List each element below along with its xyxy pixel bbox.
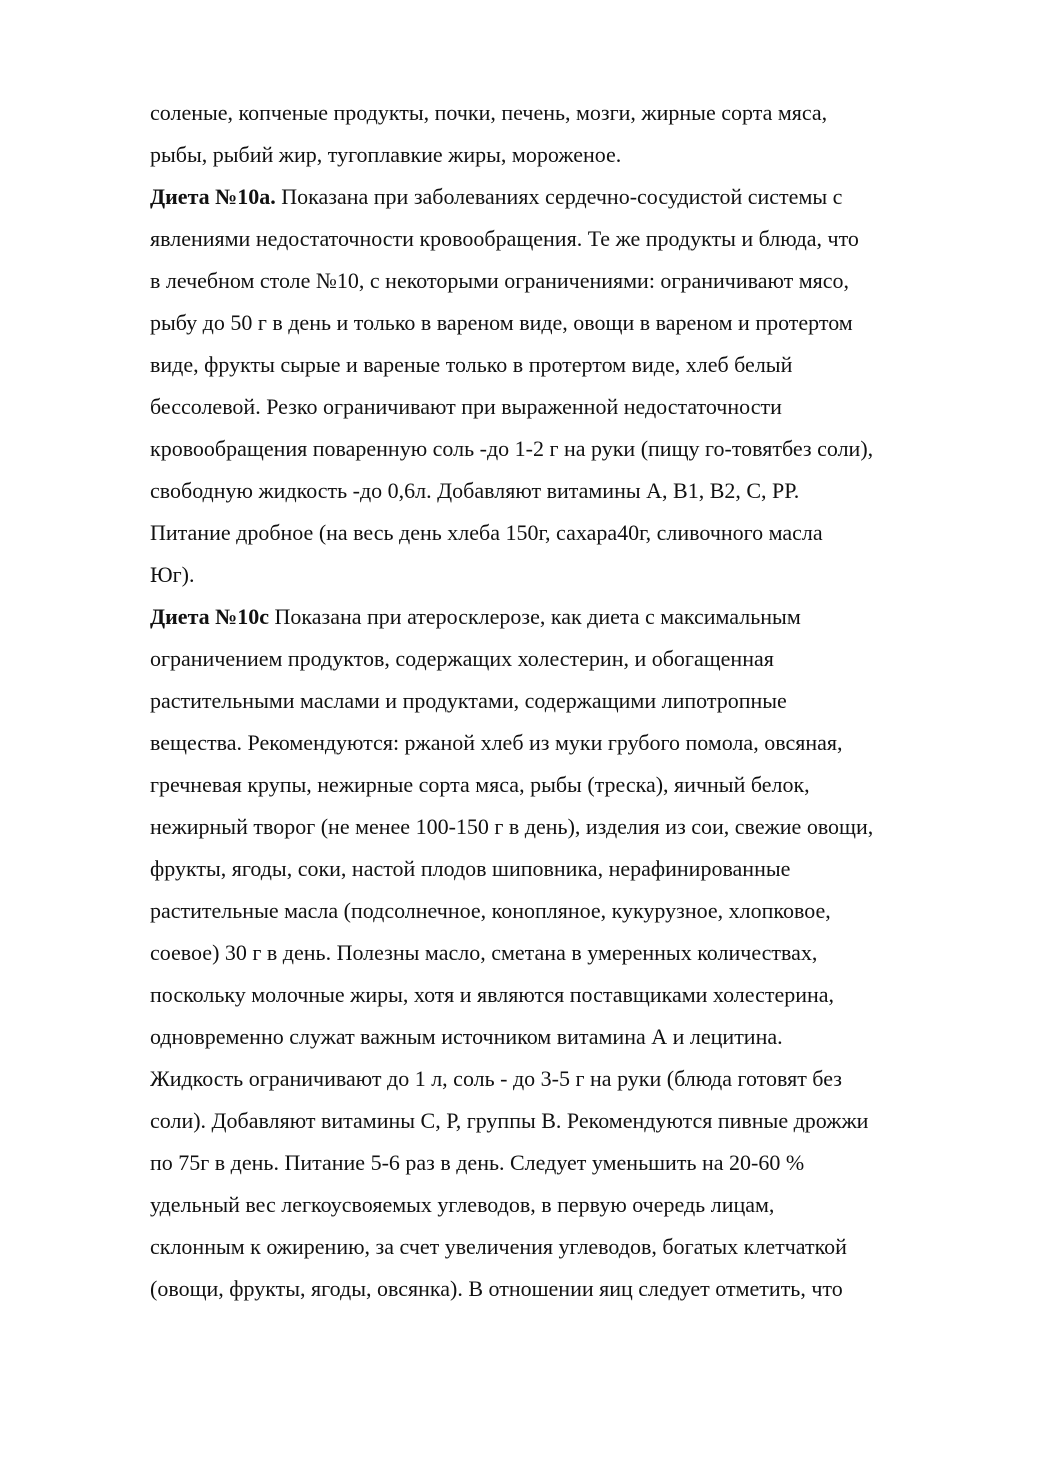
text-line: фрукты, ягоды, соки, настой плодов шиповника, нерафинированные [150,856,791,881]
text-line: (овощи, фрукты, ягоды, овсянка). В отношении яиц следует отметить, что [150,1276,843,1301]
diet-10c-heading-line [150,596,970,638]
diet-10a-first-line-text: Показана при заболеваниях сердечно-сосудистой системы с [275,184,843,209]
text-line: вещества. Рекомендуются: ржаной хлеб из муки грубого помола, овсяная, [150,730,843,755]
text-line: гречневая крупы, нежирные сорта мяса, рыбы (треска), яичный белок, [150,772,810,797]
text-line: удельный вес легкоусвояемых углеводов, в первую очередь лицам, [150,1192,775,1217]
text-line: в лечебном столе №10, с некоторыми ограничениями: ограничивают мясо, [150,268,850,293]
text-line: явлениями недостаточности кровообращения. Те же продукты и блюда, что [150,226,859,251]
text-line: бессолевой. Резко ограничивают при выраженной недостаточности [150,394,782,419]
text-line: одновременно служат важным источником витамина А и лецитина. [150,1024,783,1049]
text-line: растительными маслами и продуктами, содержащими липотропные [150,688,787,713]
diet-10a-heading-line [150,176,970,218]
text-line: поскольку молочные жиры, хотя и являются поставщиками холестерина, [150,982,835,1007]
diet-10c-heading: Диета №10с [150,604,270,629]
text-line: кровообращения поваренную соль -до 1-2 г на руки (пищу го-товятбез соли), [150,436,874,461]
diet-10c-first-line-text: Показана при атеросклерозе, как диета с максимальным [269,604,801,629]
diet-10a-heading: Диета №10а. [150,184,276,209]
text-line: свободную жидкость -до 0,6л. Добавляют витамины А, В1, В2, С, РР. [150,478,800,503]
text-line: Питание дробное (на весь день хлеба 150г, сахара40г, сливочного масла [150,520,823,545]
text-line: Жидкость ограничивают до 1 л, соль - до 3-5 г на руки (блюда готовят без [150,1066,842,1091]
text-line: Юг). [150,562,195,587]
text-line: рыбы, рыбий жир, тугоплавкие жиры, мороженое. [150,142,622,167]
text-line: растительные масла (подсолнечное, конопляное, кукурузное, хлопковое, [150,898,831,923]
text-line: виде, фрукты сырые и вареные только в протертом виде, хлеб белый [150,352,793,377]
text-line: соли). Добавляют витамины С, Р, группы В. Рекомендуются пивные дрожжи [150,1108,869,1133]
text-line: по 75г в день. Питание 5-6 раз в день. Следует уменьшить на 20-60 % [150,1150,805,1175]
text-line: нежирный творог (не менее 100-150 г в день), изделия из сои, свежие овощи, [150,814,874,839]
text-line: ограничением продуктов, содержащих холестерин, и обогащенная [150,646,774,671]
text-line: соленые, копченые продукты, почки, печень, мозги, жирные сорта мяса, [150,100,828,125]
document-body [150,92,970,1310]
text-line: рыбу до 50 г в день и только в вареном виде, овощи в вареном и протертом [150,310,853,335]
text-line: склонным к ожирению, за счет увеличения углеводов, богатых клетчаткой [150,1234,847,1259]
text-line: соевое) 30 г в день. Полезны масло, сметана в умеренных количествах, [150,940,818,965]
